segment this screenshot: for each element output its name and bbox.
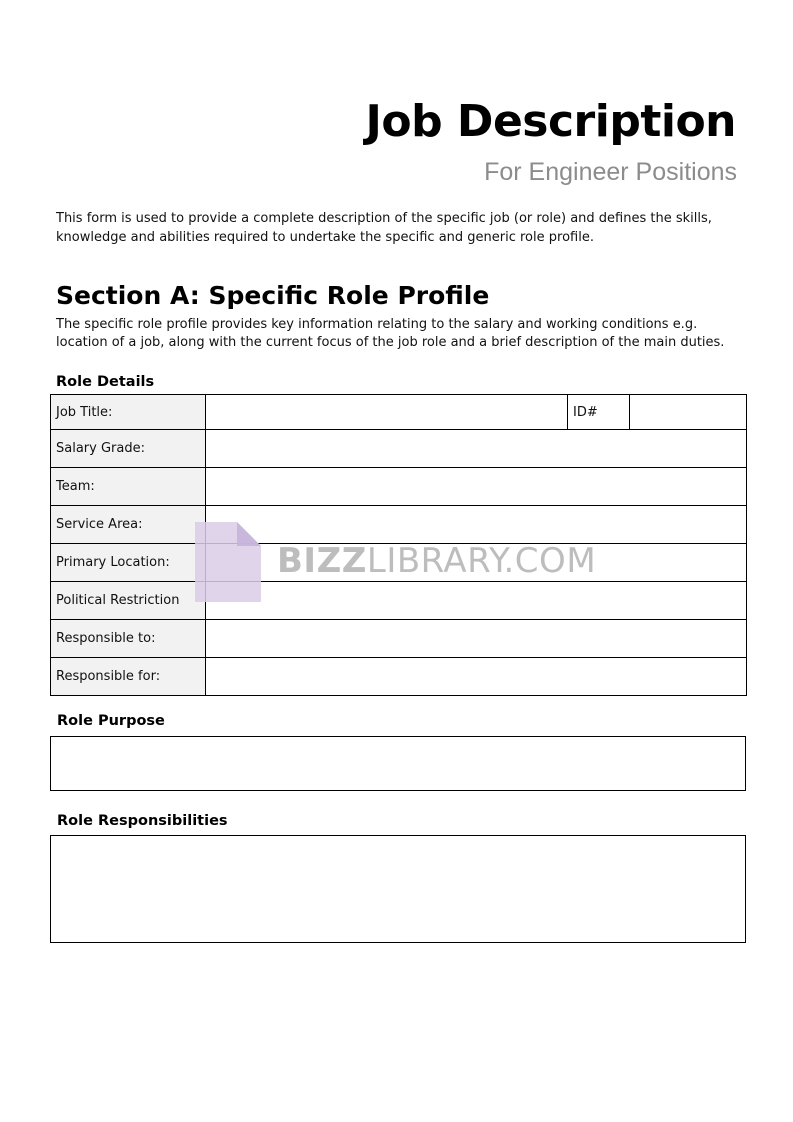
responsible-to-field[interactable]	[206, 620, 747, 658]
responsible-for-field[interactable]	[206, 658, 747, 696]
table-row	[51, 620, 747, 658]
row-label-responsible-for: Responsible for:	[51, 658, 206, 696]
row-label-primary-location: Primary Location:	[51, 544, 206, 582]
section-a-title: Section A: Specific Role Profile	[56, 281, 490, 310]
row-label-political-restriction: Political Restriction	[51, 582, 206, 620]
role-responsibilities-field[interactable]	[50, 835, 746, 943]
role-responsibilities-heading: Role Responsibilities	[57, 813, 228, 829]
role-details-heading: Role Details	[56, 374, 155, 390]
watermark	[195, 522, 615, 604]
row-label-responsible-to: Responsible to:	[51, 620, 206, 658]
id-label: ID#	[568, 395, 630, 430]
document-title: Job Description	[365, 96, 736, 147]
row-label-job-title: Job Title:	[51, 395, 206, 430]
table-row	[51, 395, 747, 430]
row-label-service-area: Service Area:	[51, 506, 206, 544]
table-row	[51, 430, 747, 468]
watermark-text: BIZZLIBRARY.COM	[277, 541, 597, 581]
table-row	[51, 468, 747, 506]
section-a-description: The specific role profile provides key information relating to the salary and working conditions e.g. location of a job, along with the current focus of the job role and a brief description of the main duties.	[56, 317, 725, 350]
salary-grade-field[interactable]	[206, 430, 747, 468]
id-field[interactable]	[630, 395, 747, 430]
team-field[interactable]	[206, 468, 747, 506]
role-purpose-heading: Role Purpose	[57, 713, 165, 729]
document-watermark-icon	[195, 522, 263, 604]
job-title-field[interactable]	[206, 395, 568, 430]
row-label-salary-grade: Salary Grade:	[51, 430, 206, 468]
table-row	[51, 658, 747, 696]
intro-text: This form is used to provide a complete description of the specific job (or role) and defines the skills, knowledge and abilities required to undertake the specific and generic role profile.	[56, 211, 712, 245]
row-label-team: Team:	[51, 468, 206, 506]
role-purpose-field[interactable]	[50, 736, 746, 791]
document-subtitle: For Engineer Positions	[484, 158, 737, 186]
